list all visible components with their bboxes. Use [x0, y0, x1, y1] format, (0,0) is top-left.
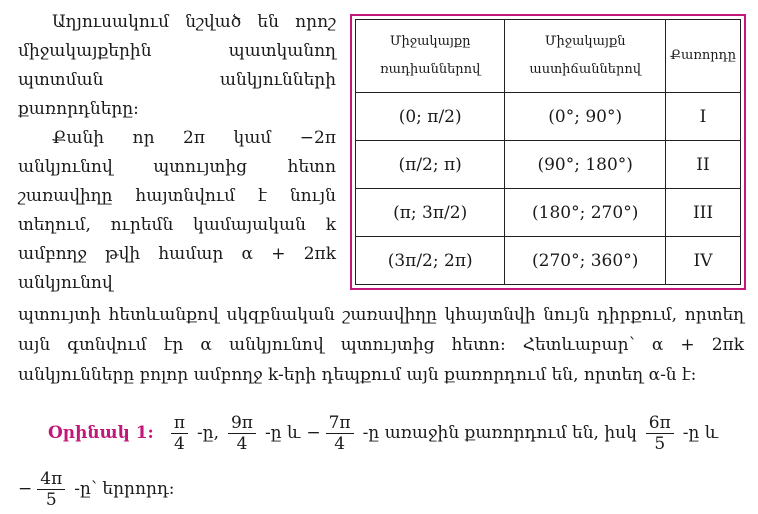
text-fragment: -ը և — [682, 423, 719, 443]
fraction-numerator: 7π — [326, 413, 354, 434]
math-alpha-plus-2pik: α + 2πk — [651, 335, 745, 355]
fraction-numerator: π — [171, 413, 188, 434]
fraction — [37, 469, 65, 510]
cell-radians: (3π/2; 2π) — [356, 237, 505, 285]
minus-sign: − — [18, 479, 33, 499]
fraction-denominator: 4 — [174, 433, 185, 454]
header-degrees: Միջակայքն աստիճաններով — [505, 20, 666, 93]
text-fragment: անկյունները բոլոր ամբողջ — [18, 365, 263, 385]
continuation-paragraph — [18, 300, 744, 390]
intro-paragraph: Աղյուսակում նշված են որոշ միջակայքերին պատկանող պտտման անկյունների քառորդները: — [18, 12, 336, 119]
fraction — [228, 413, 256, 454]
fraction-denominator: 5 — [654, 433, 666, 454]
cell-quadrant: III — [666, 189, 741, 237]
cell-degrees: (0°; 90°) — [505, 93, 666, 141]
cell-radians: (π/2; π) — [356, 141, 505, 189]
header-radians: Միջակայքը ռադիաններով — [356, 20, 505, 93]
fraction — [326, 413, 354, 454]
example-line — [18, 408, 748, 458]
table-row — [356, 141, 741, 189]
math-alpha: α — [200, 335, 212, 355]
quadrant-table-frame — [350, 14, 746, 290]
text-fragment: Քանի որ — [52, 128, 155, 148]
text-fragment: ամբողջ թվի համար — [18, 244, 224, 264]
fraction — [171, 413, 188, 454]
text-fragment: անկյունով պտույտից հետո: Հետևաբար՝ — [228, 335, 635, 355]
math-2pi: 2π — [183, 128, 206, 148]
example-line — [18, 464, 748, 514]
fraction-denominator: 5 — [45, 489, 57, 510]
header-quadrant: Քառորդը — [666, 20, 741, 93]
cell-radians: (π; 3π/2) — [356, 189, 505, 237]
fraction-numerator: 6π — [646, 413, 674, 434]
cell-degrees: (270°; 360°) — [505, 237, 666, 285]
text-fragment: -ը և — [264, 423, 301, 443]
periodicity-paragraph — [18, 124, 336, 298]
fraction-numerator: 4π — [37, 469, 65, 490]
table-row — [356, 189, 741, 237]
example-block — [18, 408, 748, 514]
cell-quadrant: IV — [666, 237, 741, 285]
table-row — [356, 237, 741, 285]
cell-degrees: (180°; 270°) — [505, 189, 666, 237]
cell-radians: (0; π/2) — [356, 93, 505, 141]
table-row — [356, 93, 741, 141]
text-fragment: կամ — [233, 128, 272, 148]
table-header-row — [356, 20, 741, 93]
continuation-text — [18, 300, 744, 390]
math-k: k — [325, 215, 336, 235]
math-neg-2pi: −2π — [299, 128, 337, 148]
math-alpha-plus-2pik: α + 2πk — [241, 244, 337, 264]
cell-quadrant: II — [666, 141, 741, 189]
fraction — [646, 413, 674, 454]
math-k: k — [268, 365, 279, 385]
text-fragment: -ն է: — [660, 365, 697, 385]
cell-degrees: (90°; 180°) — [505, 141, 666, 189]
fraction-denominator: 4 — [236, 433, 248, 454]
text-fragment: -ը, — [197, 423, 219, 443]
text-fragment: պտույտի հետևանքով սկզբնական շառավիղը կհայտնվի նույն դիրքում, որտեղ այն գտնվում էր — [18, 305, 744, 355]
intro-text — [18, 8, 336, 298]
quadrant-table — [355, 19, 741, 285]
minus-sign: − — [306, 423, 321, 443]
math-alpha: α — [648, 365, 661, 385]
text-fragment: -երի դեպքում այն քառորդում են, որտեղ — [278, 365, 644, 385]
cell-quadrant: I — [666, 93, 741, 141]
fraction-denominator: 4 — [334, 433, 346, 454]
text-fragment: -ը առաջին քառորդում են, իսկ — [362, 423, 637, 443]
text-fragment: անկյունով — [18, 273, 113, 293]
text-fragment: -ը՝ երրորդ: — [74, 479, 175, 499]
fraction-numerator: 9π — [228, 413, 256, 434]
example-label: Օրինակ 1: — [48, 423, 154, 443]
text-fragment: անկյունով պտույտից հետո շառավիղը հայտնվում է նույն տեղում, ուրեմն կամայական — [18, 157, 336, 235]
